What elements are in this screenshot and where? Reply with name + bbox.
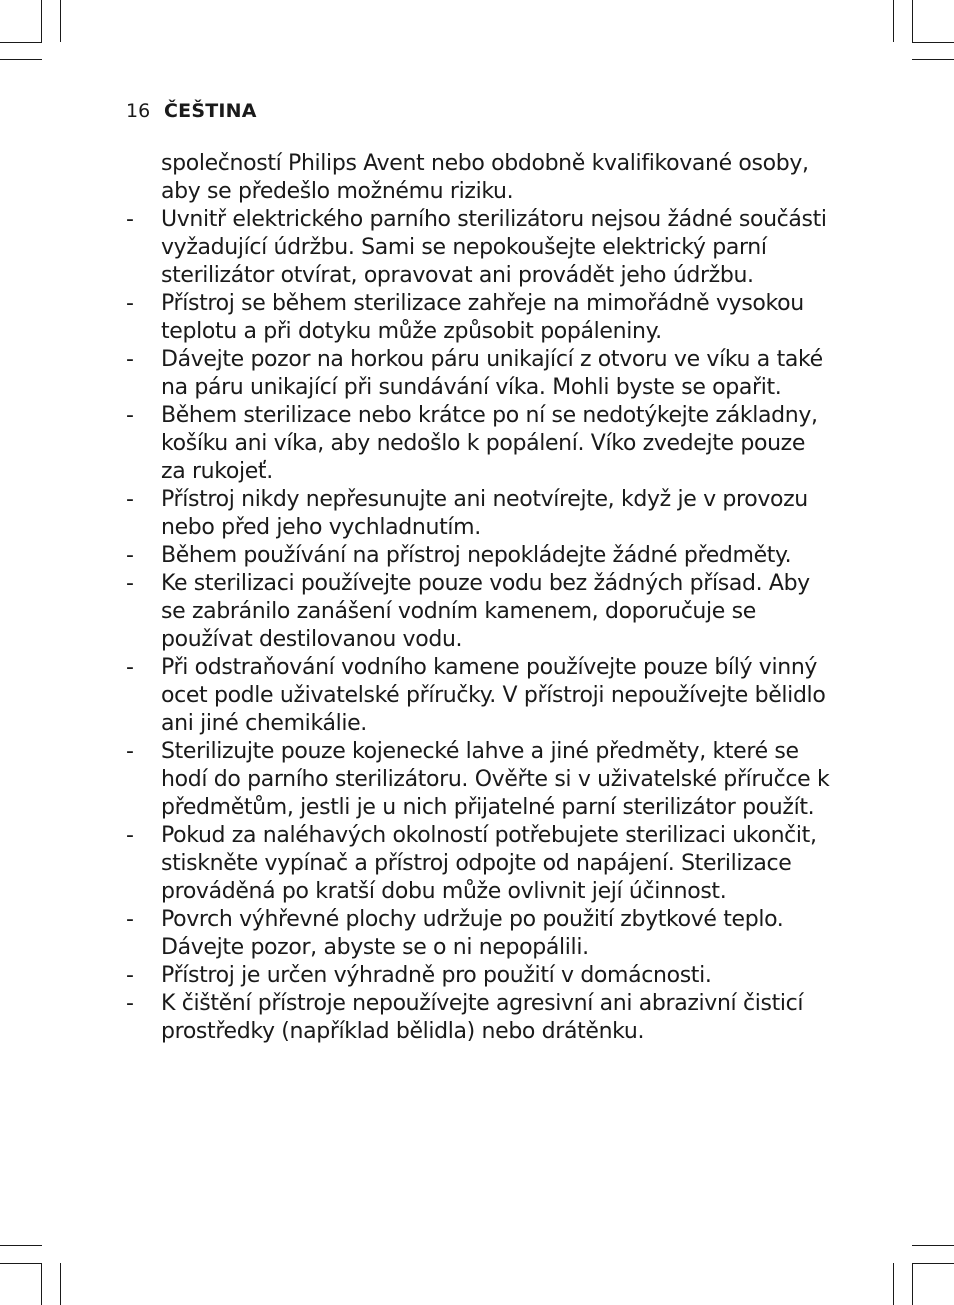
crop-mark	[912, 59, 954, 60]
bullet-marker: -	[126, 291, 134, 316]
crop-mark	[912, 1245, 954, 1246]
crop-mark	[0, 59, 42, 60]
list-item-text: Přístroj se během sterilizace zahřeje na mimořádně vysokou teplotu a při dotyku může způsobit popáleniny.	[161, 291, 804, 344]
list-item	[126, 962, 836, 990]
bullet-marker: -	[126, 207, 134, 232]
crop-mark	[41, 1263, 42, 1305]
list-item	[126, 486, 836, 542]
list-item	[126, 346, 836, 402]
crop-mark	[912, 1263, 954, 1264]
list-item	[126, 542, 836, 570]
bullet-marker: -	[126, 571, 134, 596]
page-content	[126, 150, 836, 1046]
list-item-text: Během používání na přístroj nepokládejte žádné předměty.	[161, 543, 792, 568]
list-item	[126, 990, 836, 1046]
list-item	[126, 906, 836, 962]
page-number: 16	[126, 100, 151, 122]
crop-mark	[0, 1263, 42, 1264]
list-item-text: Povrch výhřevné plochy udržuje po použití zbytkové teplo. Dávejte pozor, abyste se o ni nepopálili.	[161, 907, 784, 960]
crop-mark	[912, 1263, 913, 1305]
list-item	[126, 290, 836, 346]
list-item-text: K čištění přístroje nepoužívejte agresivní ani abrazivní čisticí prostředky (například bělidla) nebo drátěnku.	[161, 991, 804, 1044]
list-item-text: Během sterilizace nebo krátce po ní se nedotýkejte základny, košíku ani víka, aby nedošlo k popálení. Víko zvedejte pouze za rukojeť.	[161, 403, 818, 484]
crop-mark	[60, 0, 61, 42]
list-item-text: Při odstraňování vodního kamene používejte pouze bílý vinný ocet podle uživatelské příručky. V přístroji nepoužívejte bělidlo ani jiné chemikálie.	[161, 655, 826, 736]
bullet-marker: -	[126, 487, 134, 512]
bullet-marker: -	[126, 739, 134, 764]
crop-mark	[912, 42, 954, 43]
crop-mark	[0, 1245, 42, 1246]
crop-mark	[60, 1263, 61, 1305]
list-item-text: Uvnitř elektrického parního sterilizátoru nejsou žádné součásti vyžadující údržbu. Sami se nepokoušejte elektrický parní sterilizátor otvírat, opravovat ani provádět jeho údržbu.	[161, 207, 827, 288]
bullet-marker: -	[126, 907, 134, 932]
bullet-marker: -	[126, 823, 134, 848]
list-item	[126, 654, 836, 738]
crop-mark	[41, 0, 42, 42]
list-item-text: Přístroj nikdy nepřesunujte ani neotvírejte, když je v provozu nebo před jeho vychladnutím.	[161, 487, 808, 540]
bullet-marker: -	[126, 543, 134, 568]
list-item	[126, 206, 836, 290]
list-item	[126, 738, 836, 822]
bullet-marker: -	[126, 347, 134, 372]
list-item-text: Pokud za naléhavých okolností potřebujete sterilizaci ukončit, stiskněte vypínač a přístroj odpojte od napájení. Sterilizace prováděná po kratší dobu může ovlivnit její účinnost.	[161, 823, 817, 904]
bullet-marker: -	[126, 655, 134, 680]
list-item-text: Sterilizujte pouze kojenecké lahve a jiné předměty, které se hodí do parního sterilizátoru. Ověřte si v uživatelské příručce k předmětům, jestli je u nich přijatelné parní sterilizátor použít.	[161, 739, 830, 820]
list-item	[126, 402, 836, 486]
list-item-text: Přístroj je určen výhradně pro použití v domácnosti.	[161, 963, 712, 988]
list-item-text: Dávejte pozor na horkou páru unikající z otvoru ve víku a také na páru unikající při sundávání víka. Mohli byste se opařit.	[161, 347, 823, 400]
list-item	[126, 822, 836, 906]
warning-list	[126, 206, 836, 1046]
bullet-marker: -	[126, 403, 134, 428]
list-item	[126, 570, 836, 654]
crop-mark	[912, 0, 913, 42]
page-header	[126, 99, 257, 123]
section-title: ČEŠTINA	[164, 100, 257, 122]
crop-mark	[893, 0, 894, 42]
list-item-text: Ke sterilizaci používejte pouze vodu bez žádných přísad. Aby se zabránilo zanášení vodním kamenem, doporučuje se používat destilovanou vodu.	[161, 571, 810, 652]
continuation-paragraph: společností Philips Avent nebo obdobně kvalifikované osoby, aby se předešlo možnému riziku.	[161, 151, 809, 204]
crop-mark	[893, 1263, 894, 1305]
bullet-marker: -	[126, 963, 134, 988]
crop-mark	[0, 42, 42, 43]
bullet-marker: -	[126, 991, 134, 1016]
